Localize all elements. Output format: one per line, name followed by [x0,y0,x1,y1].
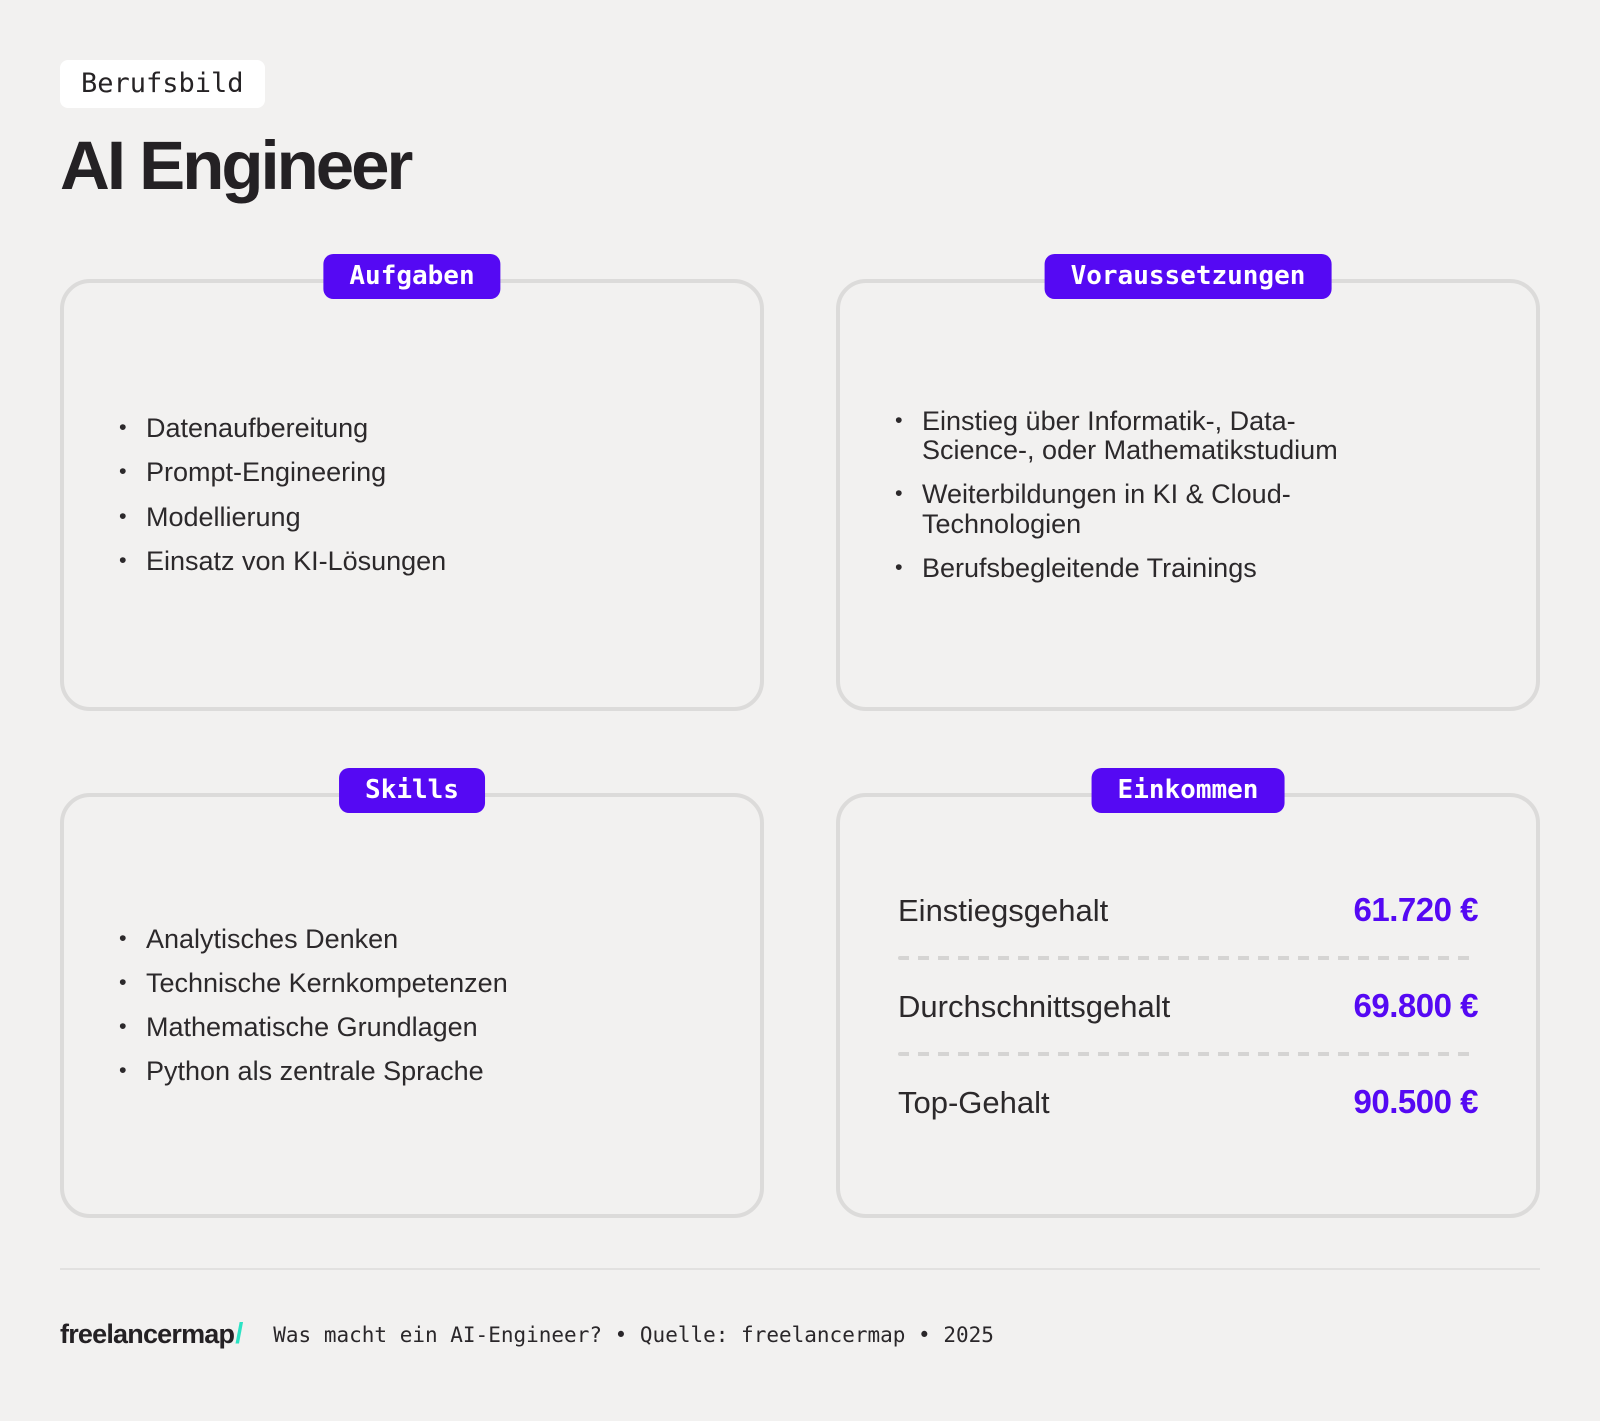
footer-caption: Was macht ein AI-Engineer? • Quelle: freelancermap • 2025 [273,1322,994,1347]
list-item: • Weiterbildungen in KI & Cloud-Technologien [922,480,1352,538]
list-item: • Analytisches Denken [146,925,508,954]
list-item: • Python als zentrale Sprache [146,1057,508,1086]
card-einkommen [836,775,1540,1218]
list-item: • Einstieg über Informatik-, Data-Science-, oder Mathematikstudium [922,407,1352,465]
logo-slash-icon: / [235,1318,244,1350]
income-table [840,891,1536,1121]
card-skills-badge: Skills [339,768,485,813]
list-item: • Datenaufbereitung [146,414,446,443]
footer-divider [60,1268,1540,1270]
income-row [898,1083,1478,1121]
income-label: Einstiegsgehalt [898,892,1109,928]
aufgaben-list [64,399,486,591]
list-item: • Einsatz von KI-Lösungen [146,547,446,576]
voraussetzungen-list [840,392,1352,598]
page-title: AI Engineer [60,127,411,204]
list-item: • Technische Kernkompetenzen [146,969,508,998]
page-header [60,60,1540,204]
card-voraussetzungen-badge: Voraussetzungen [1045,254,1332,299]
page-footer [60,1318,1540,1351]
income-row [898,891,1478,929]
skills-list [64,910,548,1102]
card-aufgaben-badge: Aufgaben [323,254,500,299]
card-skills [60,775,764,1218]
income-label: Top-Gehalt [898,1084,1050,1120]
list-item: • Mathematische Grundlagen [146,1013,508,1042]
list-item: • Berufsbegleitende Trainings [922,554,1352,583]
freelancermap-logo [60,1318,243,1351]
income-value: 69.800 € [1353,986,1478,1024]
card-aufgaben [60,261,764,711]
card-grid [60,261,1540,1218]
income-value: 90.500 € [1353,1082,1478,1120]
income-row [898,987,1478,1025]
logo-wordmark: freelancermap [60,1319,235,1349]
list-item: • Prompt-Engineering [146,458,446,487]
kicker-badge: Berufsbild [60,60,265,108]
card-voraussetzungen [836,261,1540,711]
card-einkommen-badge: Einkommen [1092,768,1285,813]
dashed-divider [898,1052,1478,1056]
dashed-divider [898,956,1478,960]
income-label: Durchschnittsgehalt [898,988,1171,1024]
list-item: • Modellierung [146,503,446,532]
income-value: 61.720 € [1353,890,1478,928]
